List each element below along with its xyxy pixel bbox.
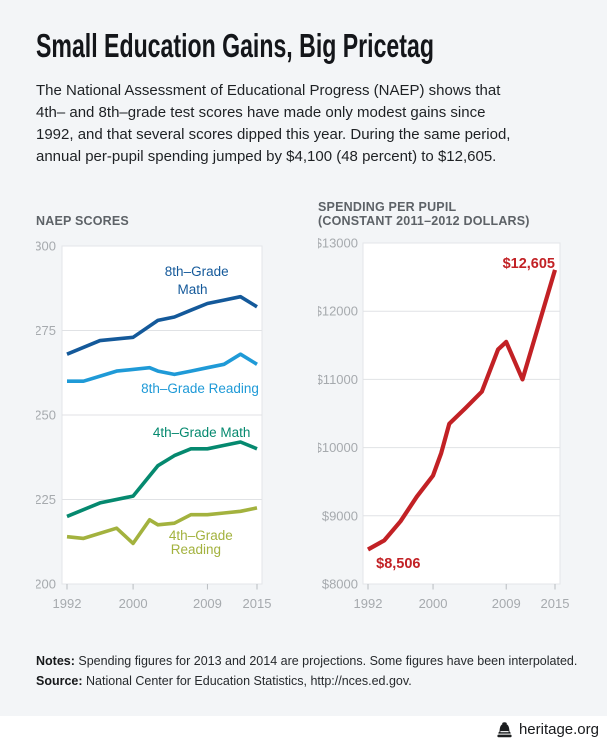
y-tick-label: 200 — [36, 576, 56, 592]
x-tick-label: 2009 — [491, 596, 521, 611]
y-tick-label: $11000 — [318, 371, 358, 387]
notes-line — [36, 651, 607, 671]
notes-text: Spending figures for 2013 and 2014 are projections. Some figures have been interpolated. — [78, 654, 578, 668]
footnotes — [36, 651, 607, 691]
intro-text — [36, 80, 607, 168]
x-tick-label: 2015 — [242, 596, 272, 611]
series-label: $12,605 — [502, 256, 555, 273]
y-tick-label: $8000 — [321, 576, 358, 592]
chart-spending-per-pupil — [318, 200, 587, 621]
series-label: Reading — [170, 542, 222, 558]
chart-title-line: SPENDING PER PUPIL — [318, 200, 457, 214]
page-title: Small Education Gains, Big Pricetag — [36, 27, 434, 64]
intro-line: The National Assessment of Educational Progress (NAEP) shows that — [36, 82, 501, 99]
notes-label: Notes: — [36, 654, 75, 668]
charts-row — [0, 200, 607, 621]
y-tick-label: $13000 — [318, 236, 358, 251]
chart-title-naep — [36, 200, 316, 228]
x-tick-label: 1992 — [353, 596, 383, 611]
footer-bar — [0, 716, 607, 743]
series-label: 4th–Grade — [168, 528, 233, 544]
series-label: $8,506 — [376, 556, 421, 573]
chart-title-line: NAEP SCORES — [36, 214, 129, 228]
series-label: 8th–Grade — [164, 263, 229, 279]
intro-line: 4th– and 8th–grade test scores have made only modest gains since — [36, 104, 486, 121]
series-label: 4th–Grade Math — [152, 425, 251, 441]
y-tick-label: $12000 — [318, 303, 358, 319]
intro-line: annual per-pupil spending jumped by $4,100 (48 percent) to $12,605. — [36, 148, 497, 165]
x-tick-label: 2000 — [418, 596, 448, 611]
y-tick-label: 275 — [36, 323, 56, 338]
chart-title-spending — [318, 200, 587, 228]
y-tick-label: 225 — [36, 492, 56, 507]
chart-naep-scores — [36, 200, 316, 621]
x-tick-label: 2015 — [540, 596, 570, 611]
intro-line: 1992, and that several scores dipped this year. During the same period, — [36, 126, 511, 143]
chart-title-line: (CONSTANT 2011–2012 DOLLARS) — [318, 214, 530, 228]
spending-line-chart — [318, 236, 587, 616]
x-tick-label: 2009 — [192, 596, 222, 611]
y-tick-label: $10000 — [318, 440, 358, 456]
naep-scores-line-chart — [36, 236, 316, 616]
source-text: National Center for Education Statistics, http://nces.ed.gov. — [86, 674, 412, 688]
source-line — [36, 671, 607, 691]
source-label: Source: — [36, 674, 83, 688]
y-tick-label: $9000 — [321, 508, 358, 524]
x-tick-label: 2000 — [118, 596, 148, 611]
y-tick-label: 250 — [36, 407, 56, 423]
x-tick-label: 1992 — [52, 596, 82, 611]
series-label: 8th–Grade Reading — [141, 381, 259, 397]
y-tick-label: 300 — [36, 238, 56, 254]
brand-wordmark: heritage.org — [518, 721, 599, 738]
series-label: Math — [177, 281, 208, 297]
liberty-bell-icon — [496, 722, 513, 738]
